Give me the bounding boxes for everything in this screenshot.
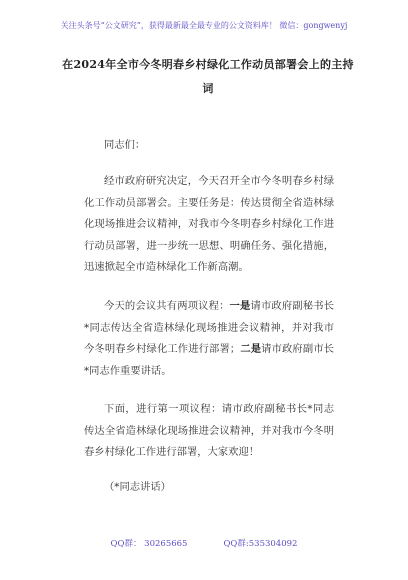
paragraph-agenda [84, 296, 334, 382]
footer-qq-group-1: QQ群： 30265665 [110, 539, 188, 549]
salutation: 同志们： [104, 139, 146, 151]
speech-note: （*同志讲话） [104, 481, 171, 493]
footer-qq-group-2: QQ群:535304092 [223, 539, 298, 549]
paragraph-opening: 经市政府研究决定，今天召开全市今冬明春乡村绿化工作动员部署会。主要任务是：传达贯彻全省造林绿化现场推进会议精神，对我市今冬明春乡村绿化工作进行动员部署，进一步统一思想、明确任务、强化措施，迅速掀起全市造林绿化工作新高潮。 [84, 175, 334, 273]
agenda-item-one-text: 请市政府副秘书长*同志传达全省造林绿化现场推进会议精神，并对我市今冬明春乡村绿化工作进行部署； [84, 300, 335, 355]
agenda-item-one-marker: 一是 [229, 300, 251, 312]
header-banner: 关注头条号“公文研究”，获得最新最全最专业的公文资料库！ 微信：gongwenyj [60, 21, 348, 30]
agenda-intro-text: 今天的会议共有两项议程： [104, 300, 230, 312]
agenda-item-two-marker: 二是 [240, 343, 262, 355]
paragraph-first-item: 下面，进行第一项议程：请市政府副秘书长*同志传达全省造林绿化现场推进会议精神，并对我市今冬明春乡村绿化工作进行部署，大家欢迎！ [84, 403, 334, 458]
footer-contact [0, 537, 408, 551]
document-title: 在2024年全市今冬明春乡村绿化工作动员部署会上的主持词 [62, 58, 354, 95]
agenda-item-two-text: 请市政府副市长*同志作重要讲话。 [84, 343, 334, 377]
